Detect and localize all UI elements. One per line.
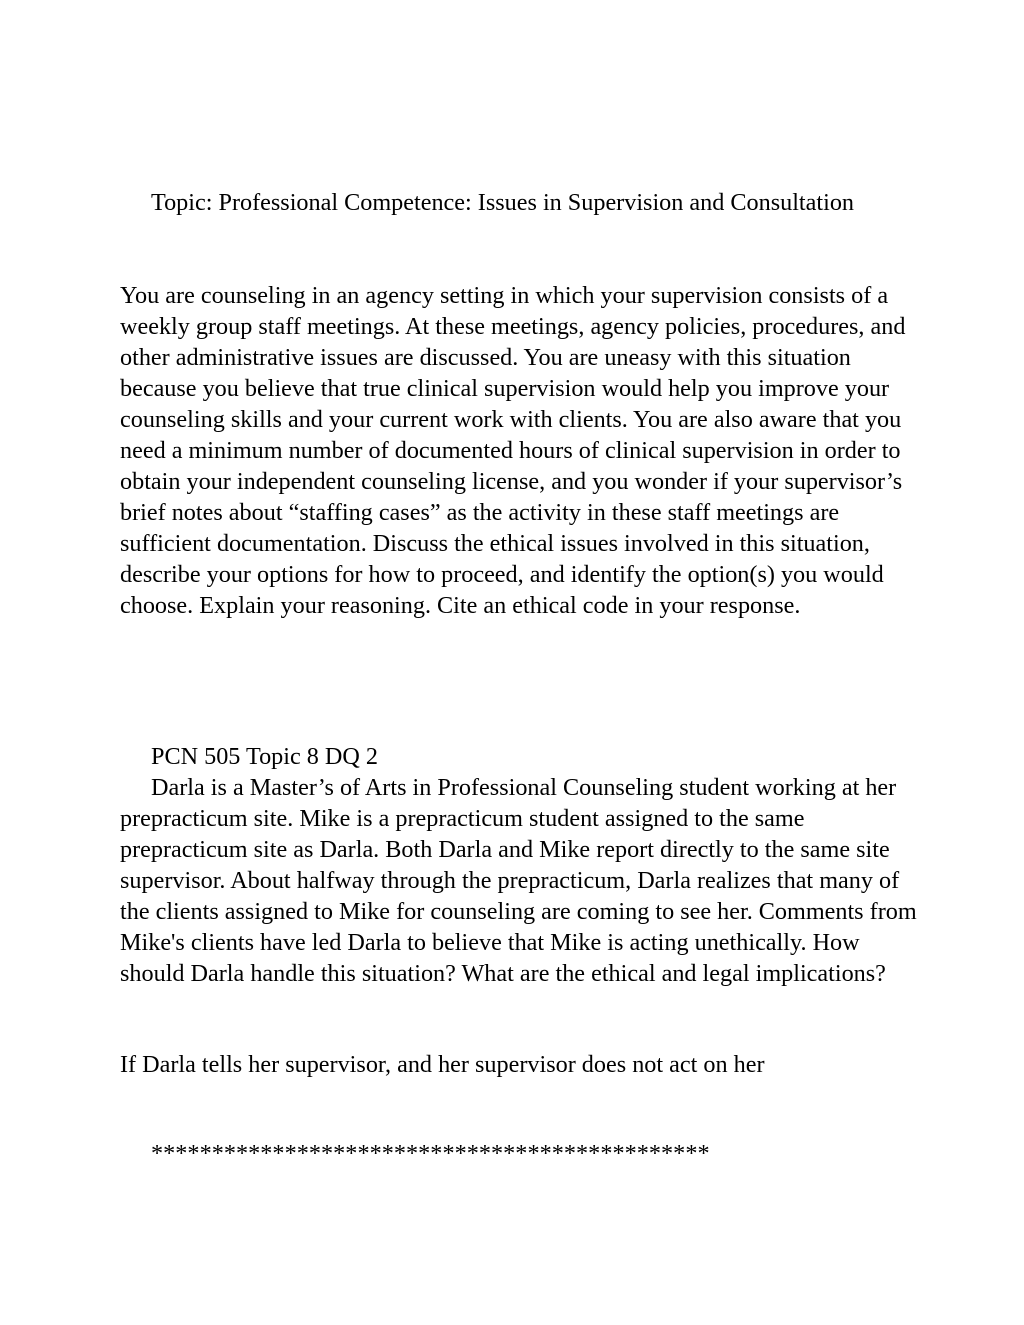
topic-heading: Topic: Professional Competence: Issues in Supervision and Consultation — [151, 189, 855, 216]
dq-continuation-paragraph: If Darla tells her supervisor, and her supervisor does not act on her — [120, 1051, 765, 1078]
topic-body-paragraph: You are counseling in an agency setting in which your supervision consists of a weekly group staff meetings. At these meetings, agency policies, procedures, and other administrative issues are discussed. You are uneasy with this situation because you believe that true clinical supervision would help you improve your counseling skills and your current work with clients. You are also aware that you need a minimum number of documented hours of clinical supervision in order to obtain your independent counseling license, and you wonder if your supervisor’s brief notes about “staffing cases” as the activity in these staff meetings are sufficient documentation. Discuss the ethical issues involved in this situation, describe your options for how to proceed, and identify the option(s) you would choose. Explain your reasoning. Cite an ethical code in your response. — [120, 282, 906, 619]
asterisk-separator: ********************************************** — [151, 1140, 710, 1167]
dq-heading: PCN 505 Topic 8 DQ 2 — [151, 743, 378, 770]
dq-body-paragraph: Darla is a Master’s of Arts in Professional Counseling student working at her prepracticum site. Mike is a prepracticum student assigned to the same prepracticum site as Darla. Both Darla and Mike report directly to the same site supervisor. About halfway through the prepracticum, Darla realizes that many of the clients assigned to Mike for counseling are coming to see her. Comments from Mike's clients have led Darla to believe that Mike is acting unethically. How should Darla handle this situation? What are the ethical and legal implications? — [120, 774, 917, 987]
